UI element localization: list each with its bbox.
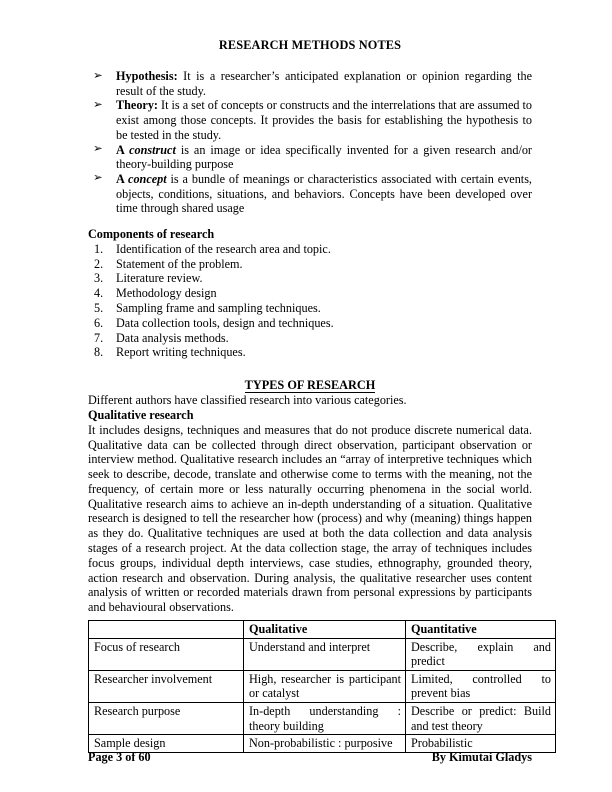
table-header-cell-qualitative: Qualitative	[244, 621, 406, 639]
list-item	[88, 257, 532, 272]
item-text: Methodology design	[116, 286, 217, 301]
cell-qualitative: In-depth understanding : theory building	[244, 703, 406, 735]
item-number: 2.	[94, 256, 104, 271]
definition-term-italic: concept	[128, 171, 167, 186]
comparison-table	[88, 620, 556, 753]
item-number: 3.	[94, 271, 104, 286]
item-text: Literature review.	[116, 271, 203, 286]
cell-aspect: Focus of research	[89, 638, 244, 670]
list-item	[88, 345, 532, 360]
cell-aspect: Research purpose	[89, 703, 244, 735]
item-number: 4.	[94, 286, 104, 301]
table-header-cell-aspect	[89, 621, 244, 639]
arrow-bullet-icon: ➢	[93, 69, 103, 82]
list-item	[88, 286, 532, 301]
item-text: Identification of the research area and topic.	[116, 241, 331, 256]
item-number: 5.	[94, 300, 104, 315]
cell-quantitative: Describe, explain and predict	[406, 638, 556, 670]
list-item	[88, 172, 532, 216]
item-text: Report writing techniques.	[116, 345, 246, 360]
table-row	[89, 670, 556, 702]
table-header-row	[89, 621, 556, 639]
page-footer	[88, 750, 532, 765]
definition-text: It is a researcher’s anticipated explanation or opinion regarding the result of the study.	[116, 69, 532, 98]
types-of-research-heading	[88, 378, 532, 393]
cell-aspect: Researcher involvement	[89, 670, 244, 702]
item-number: 6.	[94, 315, 104, 330]
table-header-cell-quantitative: Quantitative	[406, 621, 556, 639]
item-text: Data analysis methods.	[116, 330, 229, 345]
footer-page-number: Page 3 of 60	[88, 750, 151, 764]
cell-quantitative: Describe or predict: Build and test theory	[406, 703, 556, 735]
arrow-bullet-icon: ➢	[93, 172, 103, 185]
cell-qualitative: Non-probabilistic : purposive	[244, 735, 406, 753]
list-item	[88, 143, 532, 172]
definitions-list	[88, 69, 532, 216]
item-text: Data collection tools, design and techniques.	[116, 315, 334, 330]
list-item	[88, 69, 532, 98]
components-heading: Components of research	[88, 227, 215, 242]
arrow-bullet-icon: ➢	[93, 98, 103, 111]
table-row	[89, 638, 556, 670]
definition-text: is a bundle of meanings or characteristics associated with certain events, objects, conditions, situations, and behaviors. Concepts have been developed over time through shared usage	[116, 171, 532, 216]
definition-term-italic: construct	[129, 142, 176, 157]
definition-text: It is a set of concepts or constructs and the interrelations that are assumed to exist among those concepts. It provides the basis for establishing the hypothesis to be tested in the study.	[116, 98, 532, 142]
list-item	[88, 301, 532, 316]
definition-term: Theory:	[116, 98, 158, 113]
cell-qualitative: High, researcher is participant or catalyst	[244, 670, 406, 702]
qualitative-research-body: It includes designs, techniques and measures that do not produce discrete numerical data. Qualitative data can be collected through direct observation, participant observation or interview method. Qualitative research includes an “array of interpretive techniques which seek to describe, decode, translate and otherwise come to terms with the meaning, not the frequency, of certain more or less naturally occurring phenomena in the social world. Qualitative research aims to achieve an in-depth understanding of a situation. Qualitative research is designed to tell the researcher how (process) and why (meaning) things happen as they do. Qualitative techniques are used at both the data collection and data analysis stages of a research project. At the data collection stage, the array of techniques includes focus groups, individual depth interviews, case studies, ethnography, grounded theory, action research and observation. During analysis, the qualitative researcher uses content analysis of written or recorded materials drawn from personal expressions by participants and behavioural observations.	[88, 422, 532, 615]
cell-qualitative: Understand and interpret	[244, 638, 406, 670]
cell-aspect: Sample design	[89, 735, 244, 753]
item-number: 8.	[94, 345, 104, 360]
definition-text: is an image or idea specifically invented for a given research and/or theory-building purpose	[116, 142, 532, 172]
item-number: 7.	[94, 330, 104, 345]
types-of-research-heading-text: TYPES OF RESEARCH	[244, 378, 376, 393]
table-row	[89, 703, 556, 735]
cell-quantitative: Limited, controlled to prevent bias	[406, 670, 556, 702]
definition-term-prefix: A	[116, 142, 130, 157]
list-item	[88, 98, 532, 142]
list-item	[88, 271, 532, 286]
types-intro-paragraph: Different authors have classified research into various categories.	[88, 393, 407, 408]
definition-term-prefix: A	[116, 171, 129, 186]
qualitative-research-subheading: Qualitative research	[88, 407, 194, 422]
arrow-bullet-icon: ➢	[93, 143, 103, 156]
item-number: 1.	[94, 241, 104, 256]
components-list	[88, 242, 532, 360]
list-item	[88, 242, 532, 257]
list-item	[88, 331, 532, 346]
footer-author: By Kimutai Gladys	[431, 750, 532, 764]
definition-term: Hypothesis:	[116, 69, 178, 83]
cell-quantitative: Probabilistic	[406, 735, 556, 753]
item-text: Sampling frame and sampling techniques.	[116, 300, 321, 315]
page-title: RESEARCH METHODS NOTES	[218, 38, 402, 52]
item-text: Statement of the problem.	[116, 256, 243, 271]
list-item	[88, 316, 532, 331]
